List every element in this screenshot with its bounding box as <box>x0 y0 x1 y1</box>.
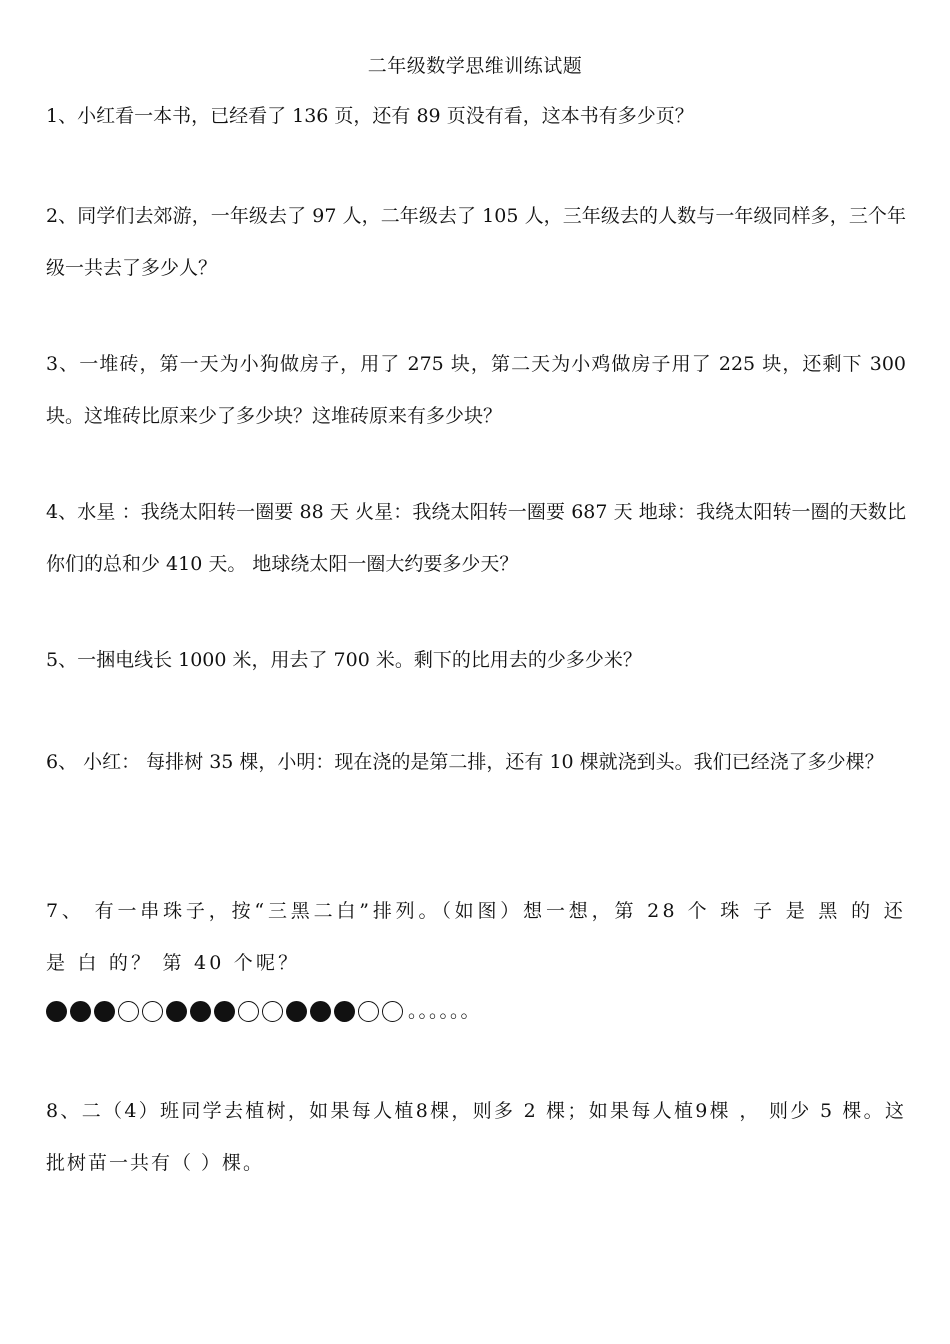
black-bead <box>70 1001 91 1022</box>
question-4: 4、水星 ：我绕太阳转一圈要 88 天 火星：我绕太阳转一圈要 687 天 地球：我绕太阳转一圈的天数比你们的总和少 410 天。 地球绕太阳一圈大约要多少天？ <box>46 501 906 575</box>
white-bead <box>262 1001 283 1022</box>
white-bead <box>238 1001 259 1022</box>
question-7: 7、 有一串珠子，按“三黑二白”排列。（如图）想一想，第 28 个 珠 子 是 黑 的 还 是 白 的？ 第 40 个呢？ <box>46 900 906 974</box>
black-bead <box>94 1001 115 1022</box>
question-3: 3、一堆砖，第一天为小狗做房子，用了 275 块，第二天为小鸡做房子用了 225 块，还剩下 300 块。这堆砖比原来少了多少块？这堆砖原来有多少块？ <box>46 353 906 427</box>
worksheet-title: 二年级数学思维训练试题 <box>367 55 583 77</box>
black-bead <box>46 1001 67 1022</box>
question-6: 6、 小红： 每排树 35 棵，小明：现在浇的是第二排，还有 10 棵就浇到头。我们已经浇了多少棵？ <box>46 751 884 773</box>
white-bead <box>142 1001 163 1022</box>
question-1: 1、小红看一本书，已经看了 136 页，还有 89 页没有看，这本书有多少页？ <box>46 105 694 127</box>
question-8: 8、二（4）班同学去植树，如果每人植8棵，则多 2 棵；如果每人植9棵 ， 则少 5 棵。这批树苗一共有（ ）棵。 <box>46 1100 906 1174</box>
black-bead <box>214 1001 235 1022</box>
question-5: 5、一捆电线长 1000 米，用去了 700 米。剩下的比用去的少多少米？ <box>46 649 642 671</box>
question-2: 2、同学们去郊游，一年级去了 97 人，二年级去了 105 人，三年级去的人数与一年级同样多，三个年级一共去了多少人？ <box>46 205 906 279</box>
black-bead <box>286 1001 307 1022</box>
black-bead <box>190 1001 211 1022</box>
bead-ellipsis: 。。。。。。 <box>408 1000 481 1022</box>
black-bead <box>166 1001 187 1022</box>
black-bead <box>334 1001 355 1022</box>
black-bead <box>310 1001 331 1022</box>
bead-sequence-figure <box>46 996 481 1026</box>
white-bead <box>118 1001 139 1022</box>
white-bead <box>358 1001 379 1022</box>
white-bead <box>382 1001 403 1022</box>
